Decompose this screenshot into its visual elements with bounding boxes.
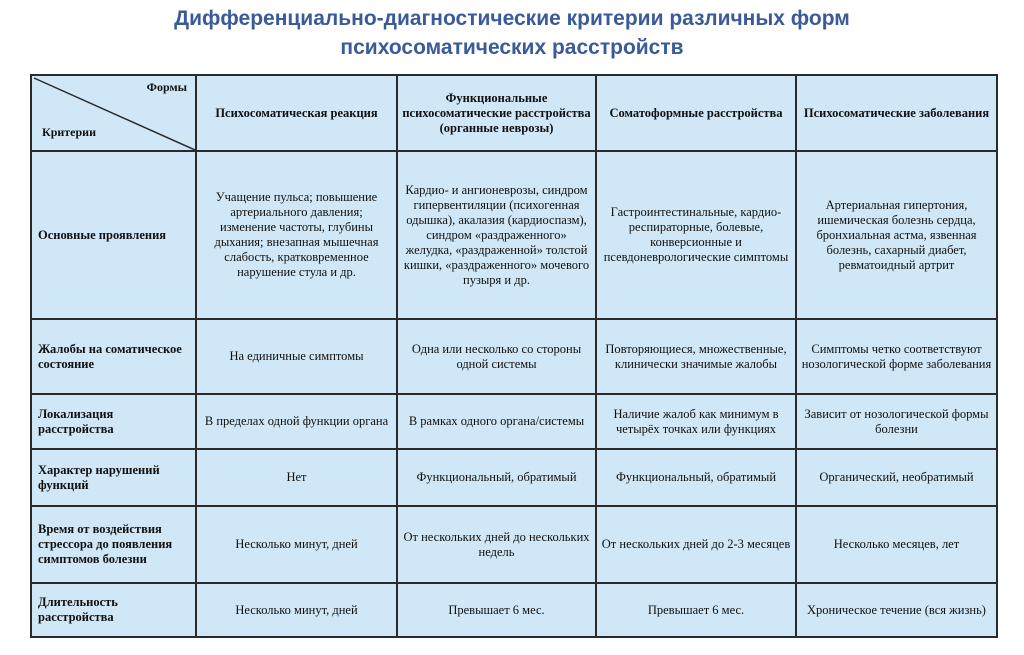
table-cell: На единичные симптомы [196, 319, 397, 394]
table-cell: Учащение пульса; повышение артериального давления; изменение частоты, глубины дыхания; внезапная мышечная слабость, кратковременное нарушение стула и др. [196, 151, 397, 319]
table-cell: В рамках одного органа/системы [397, 394, 596, 449]
header-somatoform-disorders: Соматоформные расстройства [596, 75, 796, 151]
table-cell: Артериальная гипертония, ишемическая болезнь сердца, бронхиальная астма, язвенная болезнь, сахарный диабет, ревматоидный артрит [796, 151, 997, 319]
table-cell: Нет [196, 449, 397, 506]
table-cell: Несколько месяцев, лет [796, 506, 997, 583]
table-cell: Несколько минут, дней [196, 506, 397, 583]
table-cell: Превышает 6 мес. [397, 583, 596, 637]
table-cell: Хроническое течение (вся жизнь) [796, 583, 997, 637]
title-line-2: психосоматических расстройств [340, 36, 684, 59]
criteria-table [30, 74, 998, 638]
table-cell: Симптомы четко соответствуют нозологической форме заболевания [796, 319, 997, 394]
corner-cell [31, 75, 196, 151]
table-cell: Кардио- и ангионеврозы, синдром гипервентиляции (психогенная одышка), акалазия (кардиоспазм), синдром «раздраженного» желудка, «раздраженной» толстой кишки, «раздраженного» мочевого пузыря и др. [397, 151, 596, 319]
table-cell: Зависит от нозологической формы болезни [796, 394, 997, 449]
table-cell: Гастроинтестинальные, кардио-респираторные, болевые, конверсионные и псевдоневрологические симптомы [596, 151, 796, 319]
table-cell: Несколько минут, дней [196, 583, 397, 637]
table-cell: От нескольких дней до нескольких недель [397, 506, 596, 583]
header-psychosomatic-diseases: Психосоматические заболевания [796, 75, 997, 151]
table-cell: Функциональный, обратимый [596, 449, 796, 506]
criterion-label: Длительность расстройства [31, 583, 196, 637]
header-row [31, 75, 997, 151]
table-cell: От нескольких дней до 2-3 месяцев [596, 506, 796, 583]
table-row [31, 394, 997, 449]
page-title [0, 4, 1024, 62]
criterion-label: Основные проявления [31, 151, 196, 319]
table-cell: Одна или несколько со стороны одной системы [397, 319, 596, 394]
table-row [31, 151, 997, 319]
corner-criteria-label: Критерии [42, 125, 97, 139]
table-row [31, 583, 997, 637]
criterion-label: Характер нарушений функций [31, 449, 196, 506]
header-functional-disorders: Функциональные психосоматические расстройства (органные неврозы) [397, 75, 596, 151]
table-row [31, 506, 997, 583]
criterion-label: Время от воздействия стрессора до появления симптомов болезни [31, 506, 196, 583]
corner-forms-label: Формы [146, 80, 187, 94]
table-cell: Наличие жалоб как минимум в четырёх точках или функциях [596, 394, 796, 449]
header-psychosomatic-reaction: Психосоматическая реакция [196, 75, 397, 151]
criterion-label: Жалобы на соматическое состояние [31, 319, 196, 394]
table-row [31, 319, 997, 394]
table-cell: Повторяющиеся, множественные, клинически значимые жалобы [596, 319, 796, 394]
table-cell: Превышает 6 мес. [596, 583, 796, 637]
table-cell: Органический, необратимый [796, 449, 997, 506]
table-row [31, 449, 997, 506]
table-cell: В пределах одной функции органа [196, 394, 397, 449]
table-cell: Функциональный, обратимый [397, 449, 596, 506]
criterion-label: Локализация расстройства [31, 394, 196, 449]
title-line-1: Дифференциально-диагностические критерии различных форм [174, 7, 850, 30]
